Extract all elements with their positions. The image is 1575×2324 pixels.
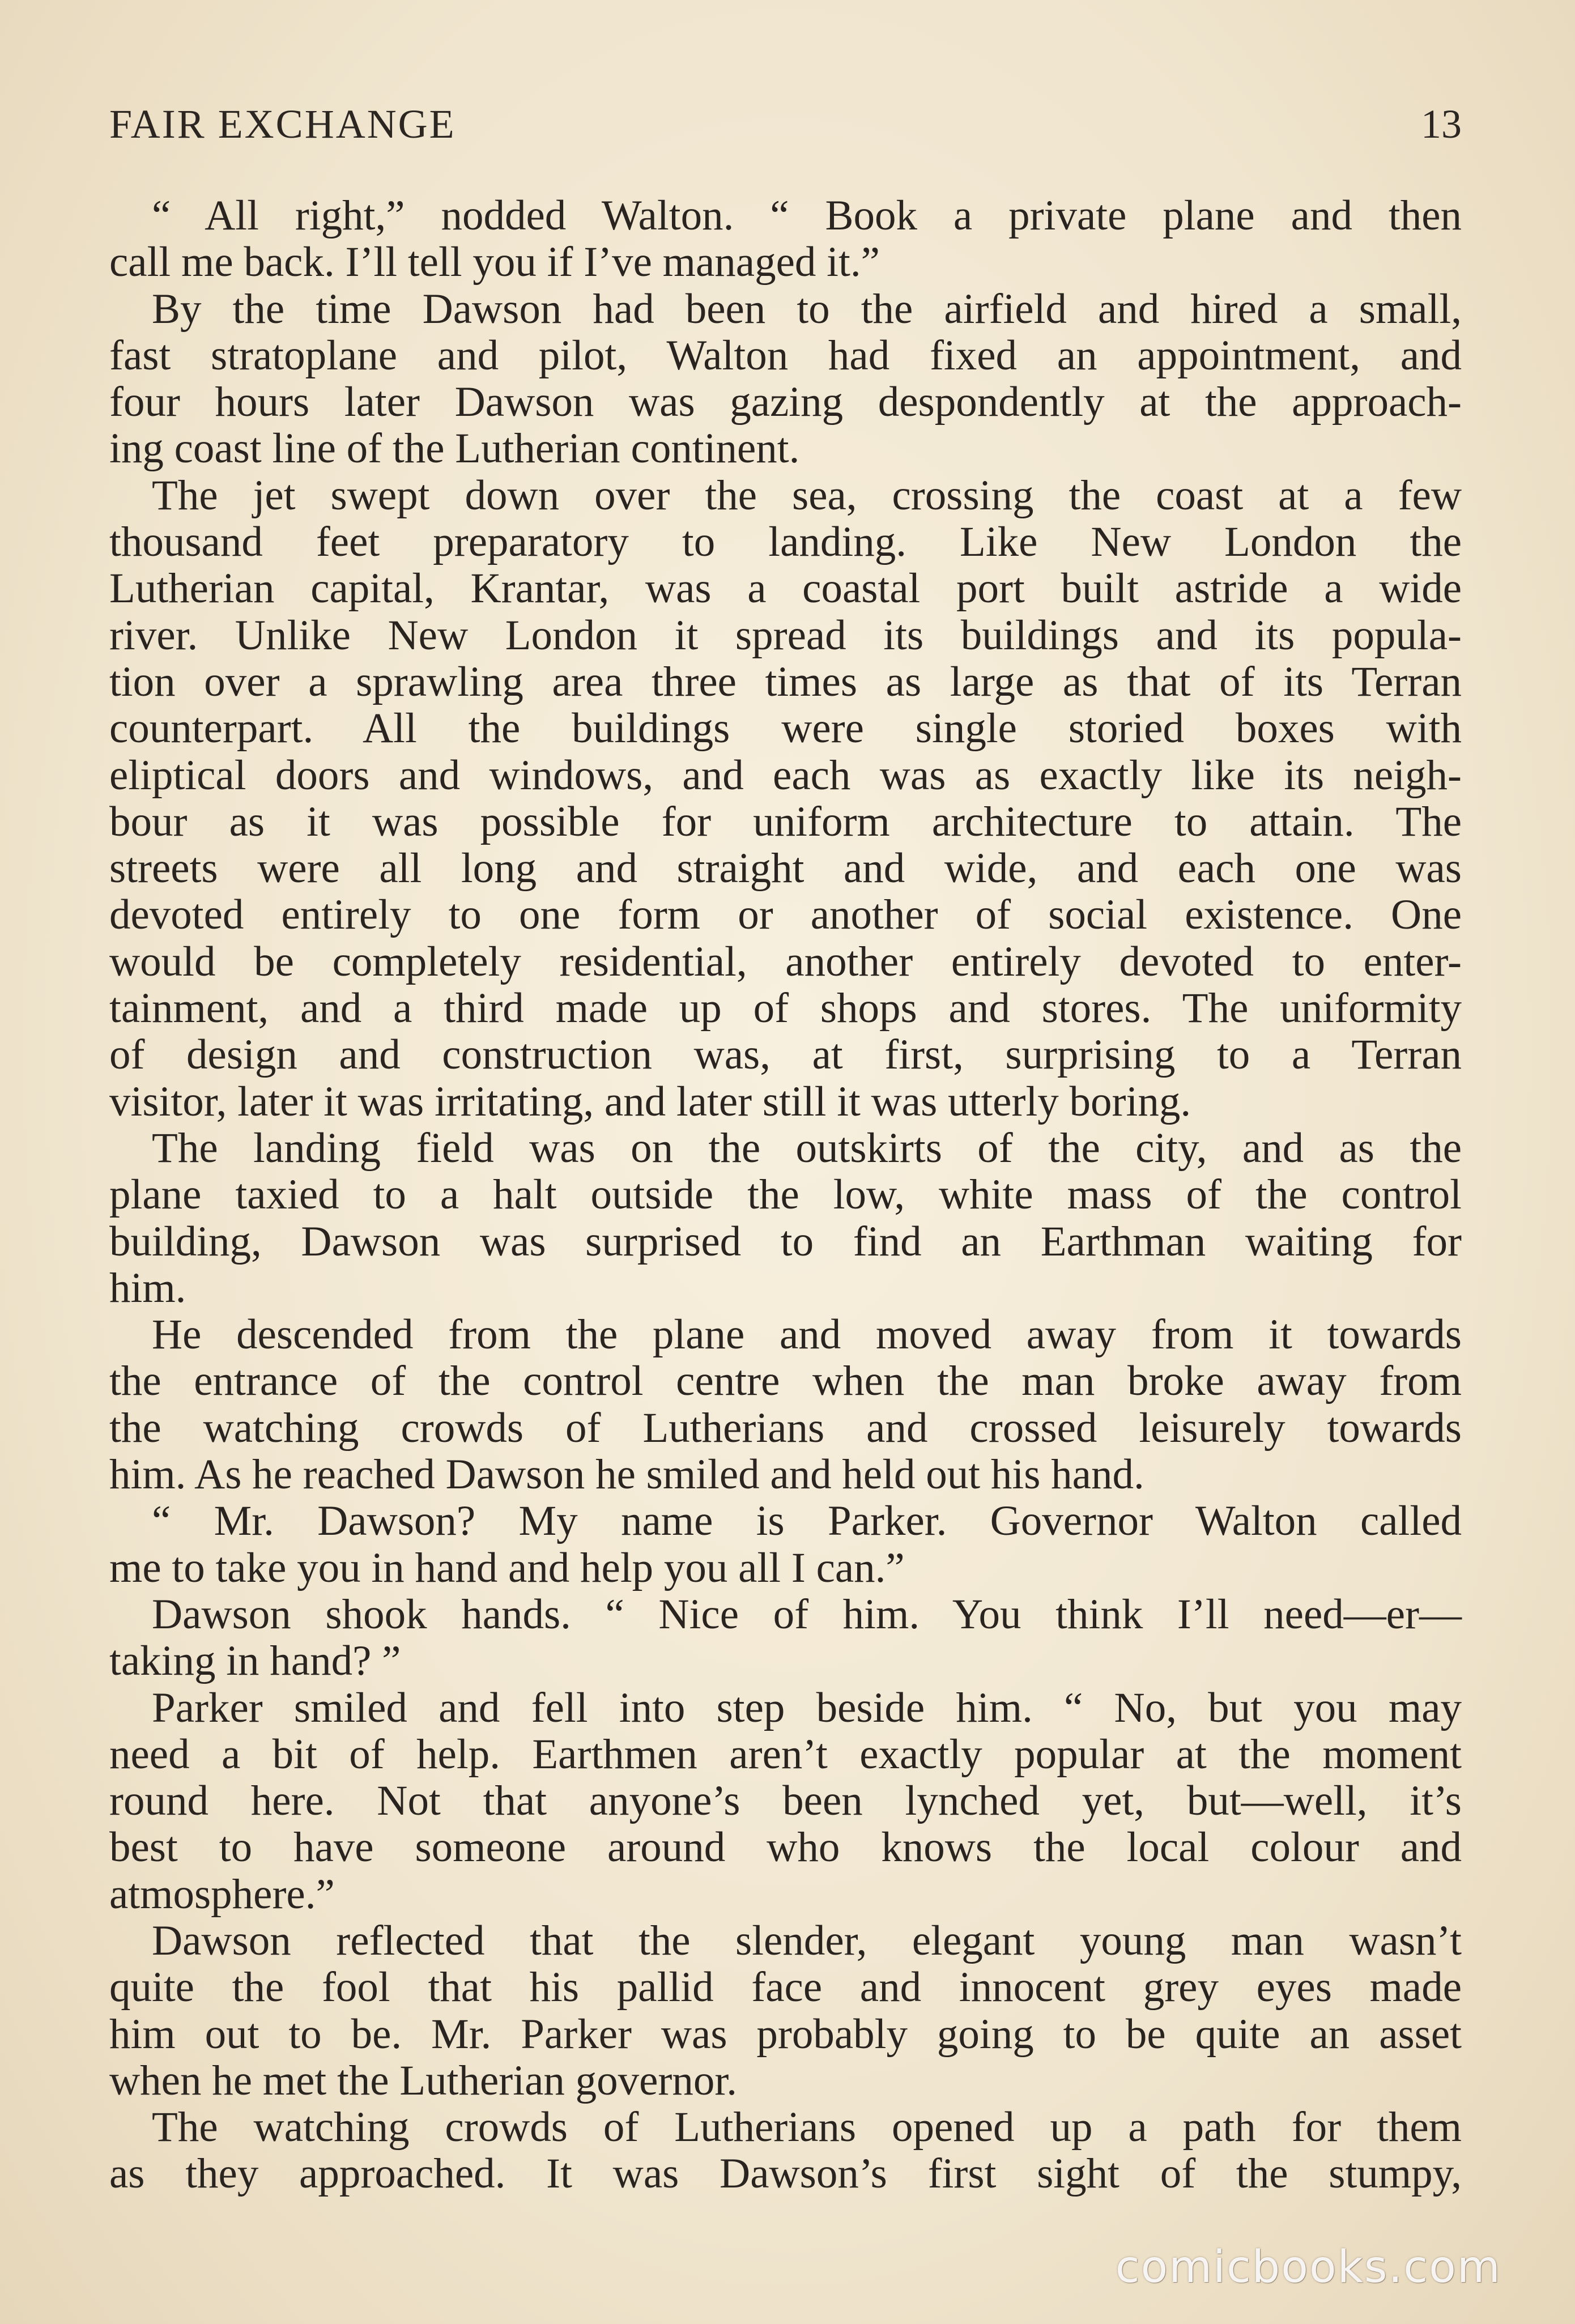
text-line: “ All right,” nodded Walton. “ Book a private plane and then: [152, 192, 1462, 239]
text-line: round here. Not that anyone’s been lynched yet, but—well, it’s: [109, 1777, 1462, 1825]
text-line: atmosphere.”: [109, 1870, 335, 1918]
text-line: when he met the Lutherian governor.: [109, 2057, 737, 2104]
text-line: Dawson shook hands. “ Nice of him. You think I’ll need—er—: [152, 1590, 1462, 1638]
text-line: the watching crowds of Lutherians and crossed leisurely towards: [109, 1404, 1462, 1452]
text-line: river. Unlike New London it spread its buildings and its popula-: [109, 611, 1462, 659]
text-line: Parker smiled and fell into step beside him. “ No, but you may: [152, 1684, 1462, 1731]
text-line: “ Mr. Dawson? My name is Parker. Governor Walton called: [152, 1497, 1462, 1545]
text-line: plane taxied to a halt outside the low, white mass of the control: [109, 1171, 1462, 1219]
text-line: fast stratoplane and pilot, Walton had fixed an appointment, and: [109, 331, 1462, 379]
text-line: quite the fool that his pallid face and innocent grey eyes made: [109, 1964, 1462, 2011]
running-title: FAIR EXCHANGE: [109, 101, 456, 147]
text-line: the entrance of the control centre when the man broke away from: [109, 1357, 1462, 1405]
text-line: counterpart. All the buildings were single storied boxes with: [109, 705, 1462, 752]
page-header: [109, 101, 1462, 152]
text-line: tion over a sprawling area three times as large as that of its Terran: [109, 658, 1462, 705]
text-line: as they approached. It was Dawson’s first sight of the stumpy,: [109, 2150, 1462, 2198]
text-line: him.: [109, 1264, 186, 1312]
text-line: him out to be. Mr. Parker was probably going to be quite an asset: [109, 2010, 1462, 2058]
text-line: building, Dawson was surprised to find an Earthman waiting for: [109, 1218, 1462, 1265]
text-line: me to take you in hand and help you all I can.”: [109, 1544, 905, 1591]
text-line: The watching crowds of Lutherians opened up a path for them: [152, 2104, 1462, 2151]
text-line: best to have someone around who knows the local colour and: [109, 1824, 1462, 1871]
text-line: need a bit of help. Earthmen aren’t exactly popular at the moment: [109, 1730, 1462, 1778]
text-line: him. As he reached Dawson he smiled and held out his hand.: [109, 1451, 1144, 1499]
text-line: call me back. I’ll tell you if I’ve managed it.”: [109, 239, 880, 286]
text-line: Dawson reflected that the slender, elegant young man wasn’t: [152, 1917, 1462, 1964]
body-text: [109, 193, 1462, 2198]
text-line: would be completely residential, another entirely devoted to enter-: [109, 938, 1462, 985]
text-line: By the time Dawson had been to the airfield and hired a small,: [152, 285, 1462, 333]
text-line: He descended from the plane and moved away from it towards: [152, 1311, 1462, 1359]
text-line: Lutherian capital, Krantar, was a coastal port built astride a wide: [109, 565, 1462, 612]
text-line: taking in hand? ”: [109, 1637, 401, 1685]
text-line: four hours later Dawson was gazing despondently at the approach-: [109, 378, 1462, 426]
text-line: visitor, later it was irritating, and later still it was utterly boring.: [109, 1078, 1191, 1125]
text-line: devoted entirely to one form or another of social existence. One: [109, 891, 1462, 939]
text-line: of design and construction was, at first, surprising to a Terran: [109, 1031, 1462, 1079]
text-line: ing coast line of the Lutherian continent.: [109, 425, 800, 473]
text-line: tainment, and a third made up of shops and stores. The uniformity: [109, 985, 1462, 1032]
page-number: 13: [1421, 101, 1462, 147]
text-line: bour as it was possible for uniform architecture to attain. The: [109, 798, 1462, 845]
text-line: eliptical doors and windows, and each was as exactly like its neigh-: [109, 751, 1462, 799]
watermark: comicbooks.com: [1115, 2242, 1501, 2293]
text-line: The jet swept down over the sea, crossing the coast at a few: [152, 471, 1462, 519]
text-line: streets were all long and straight and wide, and each one was: [109, 845, 1462, 892]
text-line: The landing field was on the outskirts of the city, and as the: [152, 1124, 1462, 1172]
text-line: thousand feet preparatory to landing. Like New London the: [109, 518, 1462, 566]
